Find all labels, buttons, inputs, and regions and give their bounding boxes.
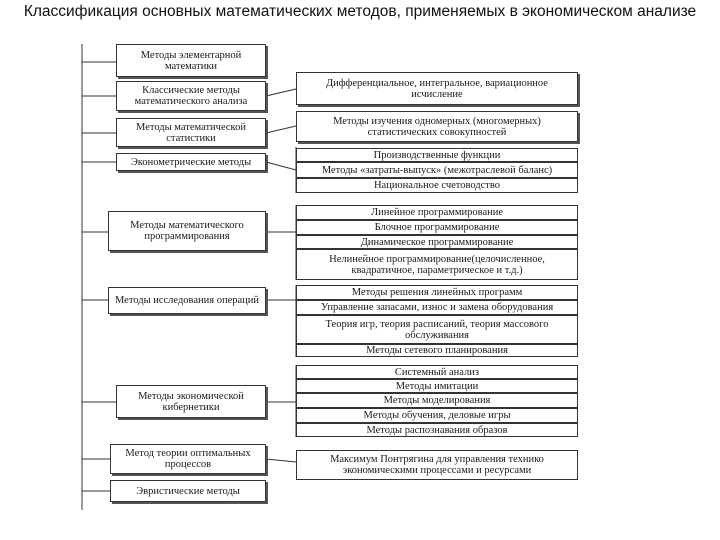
right-box-block-programming: Блочное программирование xyxy=(296,220,578,235)
right-box-production-functions: Производственные функции xyxy=(296,148,578,162)
left-box-math-statistics: Методы математической статистики xyxy=(116,118,266,147)
right-box-game-theory: Теория игр, теория расписаний, теория массового обслуживания xyxy=(296,315,578,344)
right-box-dynamic-programming: Динамическое программирование xyxy=(296,235,578,249)
left-box-economic-cybernetics: Методы экономической кибернетики xyxy=(116,385,266,418)
left-box-elementary-math: Методы элементарной математики xyxy=(116,44,266,77)
right-box-pattern-recognition: Методы распознавания образов xyxy=(296,423,578,437)
right-box-statistical-populations: Методы изучения одномерных (многомерных) статистических совокупностей xyxy=(296,111,578,142)
right-box-input-output: Методы «затраты-выпуск» (межотраслевой баланс) xyxy=(296,162,578,178)
right-box-calculus: Дифференциальное, интегральное, вариационное исчисление xyxy=(296,72,578,105)
left-box-optimal-processes: Метод теории оптимальных процессов xyxy=(110,444,266,474)
right-box-linear-programming: Линейное программирование xyxy=(296,205,578,220)
right-box-network-planning: Методы сетевого планирования xyxy=(296,344,578,357)
right-box-simulation: Методы имитации xyxy=(296,379,578,393)
right-box-training-business-games: Методы обучения, деловые игры xyxy=(296,408,578,423)
left-box-heuristic: Эвристические методы xyxy=(110,480,266,502)
right-box-inventory-management: Управление запасами, износ и замена оборудования xyxy=(296,300,578,315)
left-box-math-programming: Методы математического программирования xyxy=(108,211,266,251)
left-box-operations-research: Методы исследования операций xyxy=(108,287,266,314)
right-box-linear-solution-methods: Методы решения линейных программ xyxy=(296,285,578,300)
page-title: Классификация основных математических методов, применяемых в экономическом анализе xyxy=(23,3,697,20)
right-box-modeling: Методы моделирования xyxy=(296,393,578,408)
right-box-national-accounting: Национальное счетоводство xyxy=(296,178,578,193)
left-box-classical-analysis: Классические методы математического анализа xyxy=(116,81,266,111)
right-box-nonlinear-programming: Нелинейное программирование(целочисленное, квадратичное, параметрическое и т.д.) xyxy=(296,249,578,280)
left-box-econometric: Эконометрические методы xyxy=(116,153,266,171)
right-box-system-analysis: Системный анализ xyxy=(296,365,578,379)
right-box-pontryagin-maximum: Максимум Понтрягина для управления технико экономическими процессами и ресурсами xyxy=(296,450,578,480)
